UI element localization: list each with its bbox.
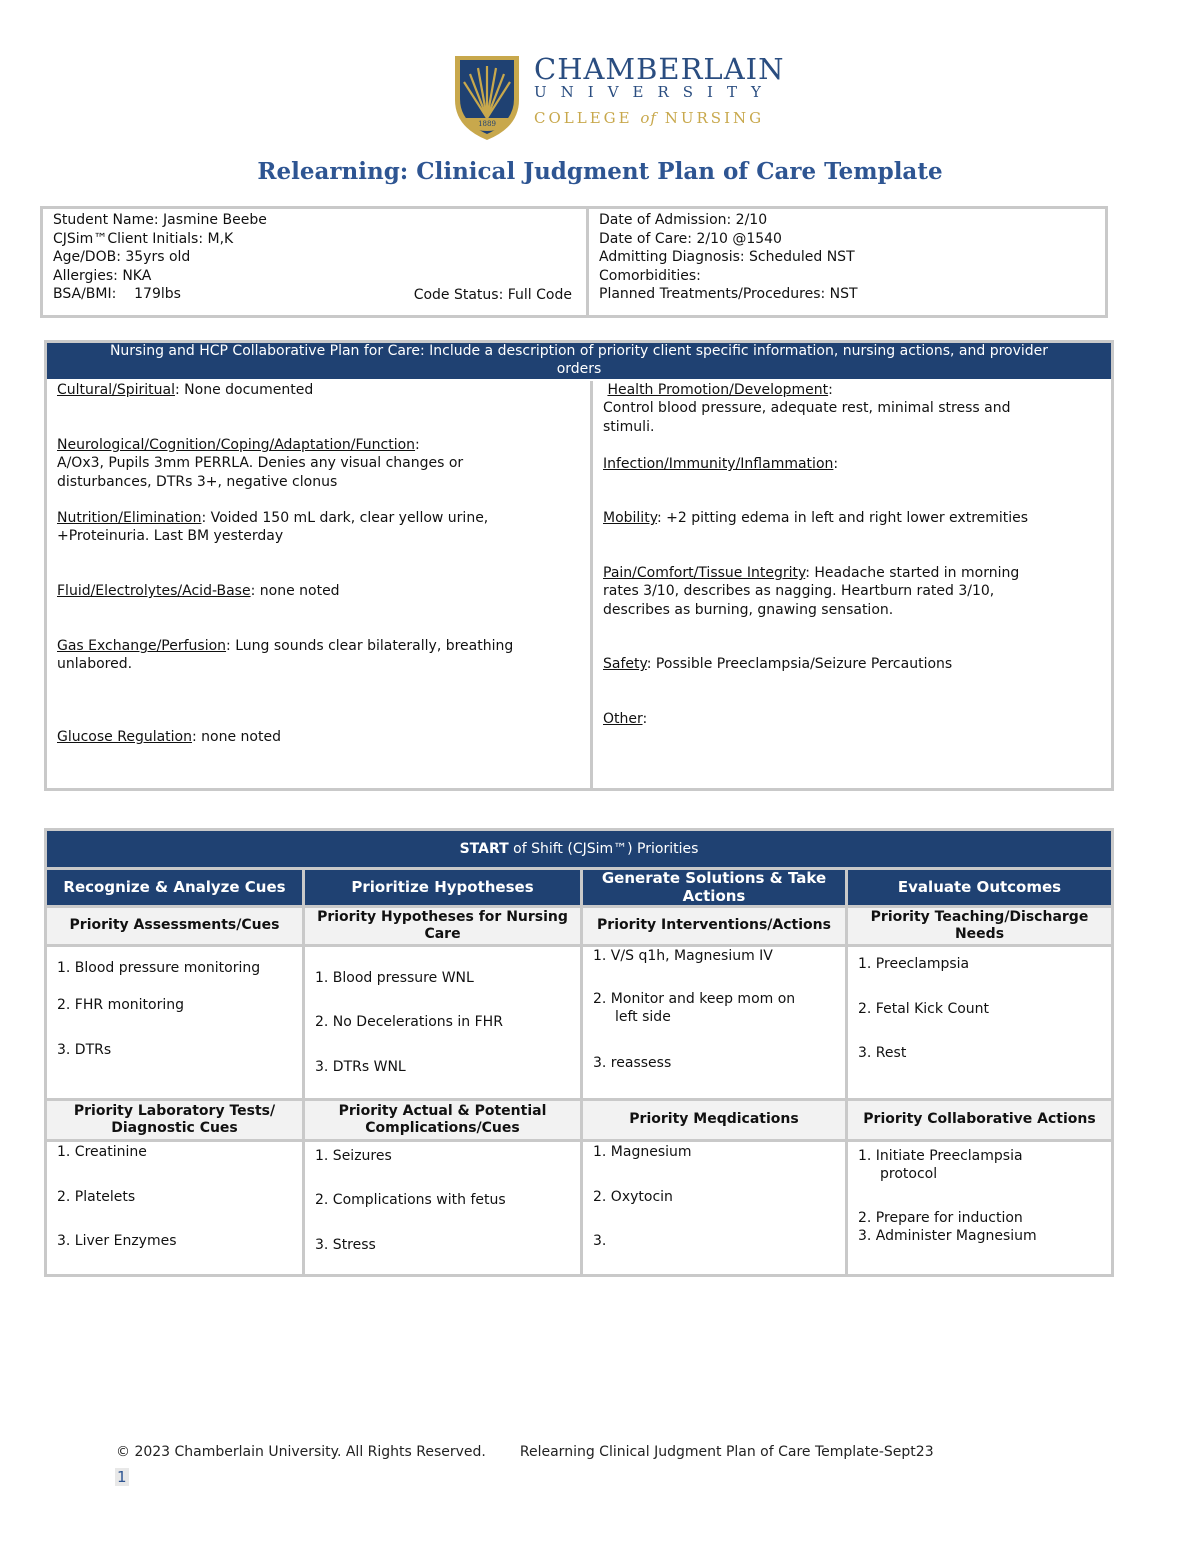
section-nutrition-elimination: Nutrition/Elimination: Voided 150 mL dark, clear yellow urine, +Proteinuria. Last BM yesterday [57, 510, 489, 545]
collaborative-actions-cell [848, 1142, 1111, 1274]
header-generate-solutions: Generate Solutions & Take Actions [583, 870, 845, 905]
footer-doc-name: Relearning Clinical Judgment Plan of Care Template-Sept23 [519, 1444, 934, 1460]
hypotheses-cell [305, 947, 580, 1098]
list-item: 1. Creatinine [57, 1144, 147, 1160]
bsa-bmi: BSA/BMI: 179lbs [53, 286, 181, 303]
date-care: Date of Care: 2/10 @1540 [599, 230, 782, 247]
student-name: Student Name: Jasmine Beebe [53, 212, 267, 228]
list-item: 2. FHR monitoring [57, 997, 184, 1013]
page-title: Relearning: Clinical Judgment Plan of Care Template [257, 158, 943, 185]
list-item: 3. [593, 1233, 607, 1249]
list-item: 2. Oxytocin [593, 1189, 673, 1205]
section-mobility: Mobility: +2 pitting edema in left and right lower extremities [603, 510, 1029, 526]
list-item: 1. Preeclampsia [858, 956, 970, 972]
complications-cell [305, 1142, 580, 1274]
admitting-diagnosis: Admitting Diagnosis: Scheduled NST [599, 249, 855, 266]
section-gas-exchange: Gas Exchange/Perfusion: Lung sounds clear bilaterally, breathing unlabored. [57, 638, 514, 673]
section-infection-immunity: Infection/Immunity/Inflammation: [603, 456, 839, 472]
list-item: 1. Blood pressure WNL [315, 970, 474, 986]
subheader-medications: Priority Meqdications [583, 1101, 845, 1139]
list-item: 1. Initiate Preeclampsia [858, 1148, 1023, 1164]
list-item: protocol [880, 1166, 938, 1182]
section-neurological: Neurological/Cognition/Coping/Adaptation/Function: A/Ox3, Pupils 3mm PERRLA. Denies any visual changes or disturbances, DTRs 3+, negative clonus [57, 437, 464, 490]
footer-copyright: © 2023 Chamberlain University. All Rights Reserved. [116, 1444, 486, 1460]
list-item: 3. Liver Enzymes [57, 1233, 177, 1249]
collab-plan-right-column [593, 381, 1111, 788]
subheader-lab-tests: Priority Laboratory Tests/ Diagnostic Cues [47, 1101, 302, 1139]
list-item: 3. Administer Magnesium [858, 1228, 1037, 1244]
list-item: 3. reassess [593, 1055, 672, 1071]
list-item: 3. Stress [315, 1237, 376, 1253]
list-item: 2. Complications with fetus [315, 1192, 506, 1208]
list-item: 2. Platelets [57, 1189, 136, 1205]
header-prioritize-hypotheses: Prioritize Hypotheses [305, 870, 580, 905]
list-item: 2. Monitor and keep mom on [593, 991, 796, 1007]
header-evaluate-outcomes: Evaluate Outcomes [848, 870, 1111, 905]
subheader-hypotheses: Priority Hypotheses for Nursing Care [305, 908, 580, 944]
list-item: 1. V/S q1h, Magnesium IV [593, 948, 773, 964]
list-item: 3. DTRs [57, 1042, 112, 1058]
subheader-complications: Priority Actual & Potential Complications/Cues [305, 1101, 580, 1139]
list-item: 2. Prepare for induction [858, 1210, 1023, 1226]
list-item: 3. DTRs WNL [315, 1059, 406, 1075]
list-item: 3. Rest [858, 1045, 907, 1061]
chamberlain-logo [452, 52, 785, 144]
lab-tests-cell [47, 1142, 302, 1274]
assessments-cell [47, 947, 302, 1098]
collab-plan-left-column [47, 381, 593, 788]
comorbidities: Comorbidities: [599, 267, 701, 284]
logo-college: COLLEGE of NURSING [534, 109, 765, 127]
date-admission: Date of Admission: 2/10 [599, 212, 768, 228]
subheader-teaching: Priority Teaching/Discharge Needs [848, 908, 1111, 944]
list-item: 2. No Decelerations in FHR [315, 1014, 503, 1030]
collab-plan-table [44, 340, 1114, 791]
section-pain-comfort: Pain/Comfort/Tissue Integrity: Headache started in morning rates 3/10, describes as nagging. Heartburn rated 3/10, describes as burning, gnawing sensation. [603, 565, 1020, 618]
shift-priorities-table [44, 828, 1114, 1277]
section-health-promotion: Health Promotion/Development: Control blood pressure, adequate rest, minimal stress and stimuli. [603, 382, 1011, 435]
allergies: Allergies: NKA [53, 267, 152, 284]
subheader-collaborative-actions: Priority Collaborative Actions [848, 1101, 1111, 1139]
subheader-interventions: Priority Interventions/Actions [583, 908, 845, 944]
code-status: Code Status: Full Code [413, 287, 572, 303]
section-glucose-regulation: Glucose Regulation: none noted [57, 729, 281, 745]
interventions-cell [583, 947, 845, 1098]
section-other: Other: [603, 711, 648, 727]
section-fluid-electrolytes: Fluid/Electrolytes/Acid-Base: none noted [57, 583, 340, 599]
section-safety: Safety: Possible Preeclampsia/Seizure Percautions [603, 656, 953, 672]
footer [116, 1444, 934, 1460]
list-item: 2. Fetal Kick Count [858, 1001, 990, 1017]
logo-university: UNIVERSITY [534, 83, 775, 101]
collab-plan-header: Nursing and HCP Collaborative Plan for Care: Include a description of priority client specific information, nursing actions, and provider orders [47, 343, 1111, 379]
page-number: 1 [117, 1468, 127, 1486]
student-info-box [40, 206, 1108, 318]
planned-treatments: Planned Treatments/Procedures: NST [599, 286, 858, 303]
section-cultural-spiritual: Cultural/Spiritual: None documented [57, 382, 314, 398]
age-dob: Age/DOB: 35yrs old [53, 249, 191, 266]
list-item: left side [615, 1009, 671, 1025]
list-item: 1. Magnesium [593, 1144, 692, 1160]
teaching-cell [848, 947, 1111, 1098]
shield-icon [452, 52, 522, 142]
student-info-right [589, 209, 1105, 315]
header-recognize-cues: Recognize & Analyze Cues [47, 870, 302, 905]
client-initials: CJSim™Client Initials: M,K [53, 230, 234, 247]
priorities-band: START of Shift (CJSim™) Priorities [47, 831, 1111, 867]
svg-text:1889: 1889 [478, 120, 496, 128]
medications-cell [583, 1142, 845, 1274]
list-item: 1. Seizures [315, 1148, 392, 1164]
student-info-left [43, 209, 589, 315]
logo-name: CHAMBERLAIN [534, 52, 785, 86]
list-item: 1. Blood pressure monitoring [57, 960, 261, 976]
subheader-assessments: Priority Assessments/Cues [47, 908, 302, 944]
